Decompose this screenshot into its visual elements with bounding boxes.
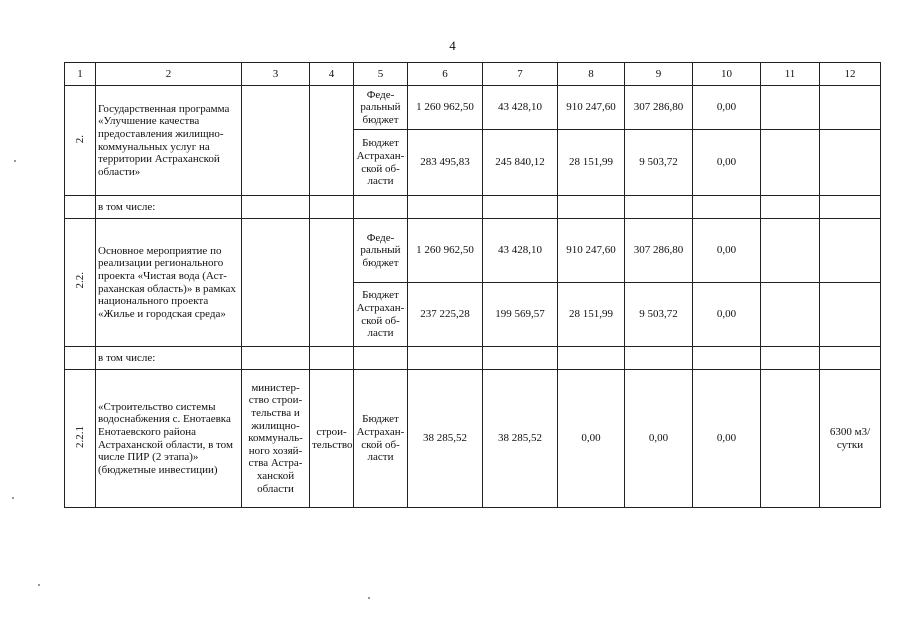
empty-cell [761,347,820,370]
value-cell: 0,00 [693,86,761,130]
header-row [65,63,881,86]
header-cell: 7 [483,63,558,86]
page-number: 4 [449,38,456,53]
empty-cell [354,347,408,370]
value-cell: 245 840,12 [483,130,558,196]
empty-cell [761,196,820,219]
row-number: 2.2. [73,272,86,289]
header-cell: 10 [693,63,761,86]
funding-source: Бюджет Астрахан-ской об-ласти [354,370,408,508]
value-cell: 0,00 [693,219,761,283]
subtotal-label: в том числе: [96,196,242,219]
row-number-cell [65,347,96,370]
value-cell: 0,00 [693,370,761,508]
value-cell [761,86,820,130]
header-cell: 4 [310,63,354,86]
executor: министер-ство строи-тельства и жилищно-коммуналь-ного хозяй-ства Астра-ханской области [242,370,310,508]
funding-source: Феде-ральный бюджет [354,219,408,283]
value-cell: 0,00 [625,370,693,508]
value-cell: 910 247,60 [558,86,625,130]
capacity-value: 6300 м3/сутки [820,370,881,508]
empty-cell [625,196,693,219]
header-cell: 6 [408,63,483,86]
value-cell: 0,00 [558,370,625,508]
value-cell: 199 569,57 [483,283,558,347]
header-cell: 2 [96,63,242,86]
row-number-cell [65,86,96,196]
value-cell: 9 503,72 [625,283,693,347]
scan-speck [14,160,16,162]
empty-cell [625,347,693,370]
table-row [65,86,881,130]
row-number: 2.2.1 [73,425,86,448]
value-cell: 43 428,10 [483,219,558,283]
empty-cell [408,347,483,370]
empty-cell [354,196,408,219]
empty-cell [408,196,483,219]
value-cell: 9 503,72 [625,130,693,196]
value-cell: 38 285,52 [408,370,483,508]
value-cell: 283 495,83 [408,130,483,196]
work-type: строи-тельство [310,370,354,508]
row-number-cell [65,370,96,508]
funding-source: Бюджет Астрахан-ской об-ласти [354,283,408,347]
empty-cell [693,347,761,370]
empty-cell [558,196,625,219]
value-cell: 0,00 [693,130,761,196]
header-cell: 11 [761,63,820,86]
empty-cell [310,196,354,219]
empty-cell [242,196,310,219]
empty-cell [820,196,881,219]
budget-table [64,62,881,508]
empty-cell [242,347,310,370]
value-cell [761,219,820,283]
empty-cell [483,347,558,370]
table-row [65,347,881,370]
value-cell [820,130,881,196]
program-name: «Строительство системы водоснабжения с. Енотаевка Енотаевского района Астраханской области, в том числе ПИР (2 этапа)» (бюджетные инвестиции) [96,370,242,508]
header-cell: 1 [65,63,96,86]
executor-cell [242,219,310,347]
subtotal-label: в том числе: [96,347,242,370]
type-cell [310,219,354,347]
value-cell [761,370,820,508]
empty-cell [310,347,354,370]
table-row [65,219,881,283]
value-cell [820,283,881,347]
table-row [65,370,881,508]
value-cell: 910 247,60 [558,219,625,283]
row-number-cell [65,196,96,219]
value-cell [820,86,881,130]
row-number-cell [65,219,96,347]
value-cell: 38 285,52 [483,370,558,508]
header-cell: 3 [242,63,310,86]
scan-speck [38,584,40,586]
value-cell: 28 151,99 [558,130,625,196]
row-number: 2. [73,134,86,144]
table-row [65,196,881,219]
empty-cell [820,347,881,370]
header-cell: 12 [820,63,881,86]
value-cell [761,130,820,196]
value-cell [761,283,820,347]
empty-cell [483,196,558,219]
scan-speck [12,497,14,499]
funding-source: Феде-ральный бюджет [354,86,408,130]
value-cell: 1 260 962,50 [408,86,483,130]
value-cell: 307 286,80 [625,86,693,130]
value-cell [820,219,881,283]
scan-speck [368,597,370,599]
program-name: Государственная программа «Улучшение качества предоставления жилищно-коммунальных услуг на территории Астраханской области» [96,86,242,196]
program-name: Основное мероприятие по реализации регионального проекта «Чистая вода (Аст-раханская область)» в рамках национального проекта «Жилье и городская среда» [96,219,242,347]
value-cell: 1 260 962,50 [408,219,483,283]
header-cell: 9 [625,63,693,86]
executor-cell [242,86,310,196]
header-cell: 5 [354,63,408,86]
value-cell: 28 151,99 [558,283,625,347]
empty-cell [558,347,625,370]
funding-source: Бюджет Астрахан-ской об-ласти [354,130,408,196]
header-cell: 8 [558,63,625,86]
value-cell: 43 428,10 [483,86,558,130]
value-cell: 0,00 [693,283,761,347]
value-cell: 307 286,80 [625,219,693,283]
value-cell: 237 225,28 [408,283,483,347]
type-cell [310,86,354,196]
empty-cell [693,196,761,219]
